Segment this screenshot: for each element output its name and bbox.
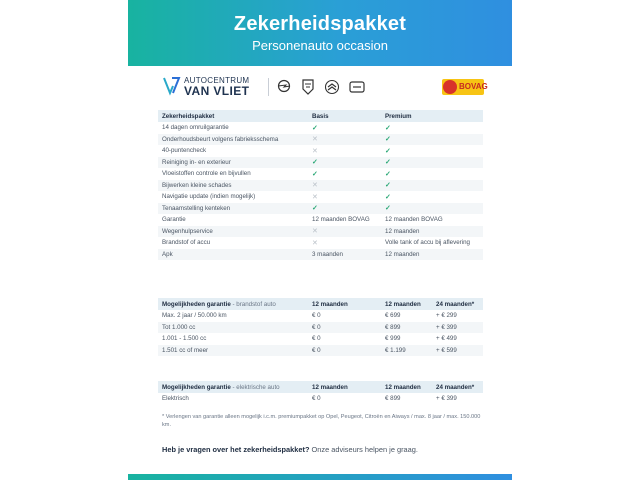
check-icon: ✓ <box>312 159 318 167</box>
basis-cell <box>308 203 381 215</box>
electric-warranty-table <box>158 381 483 405</box>
table-row <box>158 191 483 203</box>
fuel-header-col1: 12 maanden <box>308 298 381 310</box>
price-cell: € 0 <box>308 322 381 334</box>
premium-cell <box>381 180 483 192</box>
header-banner <box>128 0 512 66</box>
bovag-badge <box>442 79 488 95</box>
cross-icon: ✕ <box>312 239 318 247</box>
price-cell: € 699 <box>385 312 401 320</box>
table-row <box>158 145 483 157</box>
row-label: 40-puntencheck <box>162 147 207 155</box>
basis-cell <box>308 145 381 157</box>
table-row <box>158 333 483 345</box>
row-label: 1.001 - 1.500 cc <box>162 335 207 343</box>
premium-cell <box>381 203 483 215</box>
basis-cell: 12 maanden BOVAG <box>312 216 370 224</box>
row-label: Onderhoudsbeurt volgens fabrieksschema <box>158 134 308 146</box>
cross-icon: ✕ <box>312 228 318 236</box>
basis-cell <box>308 157 381 169</box>
check-icon: ✓ <box>385 205 391 213</box>
check-icon: ✓ <box>385 159 391 167</box>
table-row <box>158 322 483 334</box>
cross-icon: ✕ <box>312 147 318 155</box>
row-label: Elektrisch <box>162 395 189 403</box>
electric-header-main: Mogelijkheden garantie <box>162 383 231 391</box>
package-header-label: Zekerheidspakket <box>158 110 308 122</box>
bottom-accent-bar <box>128 474 512 480</box>
contact-question <box>162 445 418 454</box>
premium-cell <box>381 157 483 169</box>
fuel-warranty-table <box>158 298 483 356</box>
row-label: Apk <box>158 249 308 261</box>
footnote: * Verlengen van garantie alleen mogelijk i.c.m. premiumpakket op Opel, Peugeot, Citroën en Aiways / max. 8 jaar / max. 150.000 km. <box>162 414 481 428</box>
brand-row <box>160 72 488 102</box>
check-icon: ✓ <box>385 147 391 155</box>
row-label: Tenaamstelling kenteken <box>158 203 308 215</box>
electric-header-col1: 12 maanden <box>308 381 381 393</box>
row-label: Navigatie update (indien mogelijk) <box>162 193 256 201</box>
premium-cell <box>381 191 483 203</box>
fuel-header-note: - brandstof auto <box>230 300 276 308</box>
row-label: 1.501 cc of meer <box>158 345 308 357</box>
table-row <box>158 168 483 180</box>
package-header-basis: Basis <box>308 110 381 122</box>
table-row <box>158 345 483 357</box>
price-cell: € 999 <box>385 335 401 343</box>
check-icon: ✓ <box>385 182 391 190</box>
electric-header-col3: 24 maanden* <box>432 381 483 393</box>
question-bold: Heb je vragen over het zekerheidspakket? <box>162 445 310 454</box>
row-label: Tot 1.000 cc <box>158 322 308 334</box>
table-row <box>158 226 483 238</box>
table-row <box>158 134 483 146</box>
bovag-label: BOVAG <box>459 82 488 91</box>
table-row <box>158 157 483 169</box>
basis-cell <box>308 122 381 134</box>
logo-line2: VAN VLIET <box>184 84 250 98</box>
question-rest: Onze adviseurs helpen je graag. <box>309 445 418 454</box>
price-cell: € 899 <box>385 395 401 403</box>
electric-header-title <box>158 381 308 393</box>
opel-icon <box>276 79 292 95</box>
check-icon: ✓ <box>312 124 318 132</box>
basis-cell <box>308 226 381 238</box>
package-header-premium: Premium <box>381 110 483 122</box>
premium-cell: Volle tank of accu bij aflevering <box>385 239 470 247</box>
check-icon: ✓ <box>385 193 391 201</box>
check-icon: ✓ <box>385 170 391 178</box>
price-cell: € 899 <box>381 322 432 334</box>
row-label: Wegenhulpservice <box>158 226 308 238</box>
row-label: Brandstof of accu <box>162 239 211 247</box>
price-cell: + € 299 <box>436 312 457 320</box>
check-icon: ✓ <box>385 124 391 132</box>
table-row <box>158 310 483 322</box>
premium-cell: 12 maanden <box>381 249 483 261</box>
cross-icon: ✕ <box>312 193 318 201</box>
fuel-header-title <box>158 298 308 310</box>
table-row <box>158 203 483 215</box>
premium-cell <box>381 122 483 134</box>
price-cell: + € 499 <box>436 335 457 343</box>
row-label: Garantie <box>162 216 186 224</box>
fuel-header-col3: 24 maanden* <box>432 298 483 310</box>
table-row <box>158 393 483 405</box>
van-vliet-logo-icon <box>163 76 181 96</box>
row-label: Max. 2 jaar / 50.000 km <box>162 312 227 320</box>
premium-cell: 12 maanden BOVAG <box>385 216 443 224</box>
premium-cell <box>381 134 483 146</box>
premium-cell <box>381 168 483 180</box>
price-cell: € 0 <box>312 312 321 320</box>
brand-divider <box>268 78 269 96</box>
aiways-icon <box>348 79 366 95</box>
fuel-header-col2: 12 maanden <box>381 298 432 310</box>
basis-cell <box>308 191 381 203</box>
logo-line1: AUTOCENTRUM <box>184 76 250 85</box>
premium-cell: 12 maanden <box>381 226 483 238</box>
basis-cell <box>308 180 381 192</box>
package-table <box>158 110 483 260</box>
price-cell: € 1.199 <box>381 345 432 357</box>
peugeot-icon <box>300 79 316 95</box>
row-label: Reiniging in- en exterieur <box>158 157 308 169</box>
citroen-icon <box>324 79 340 95</box>
electric-header-col2: 12 maanden <box>381 381 432 393</box>
basis-cell <box>308 237 381 249</box>
row-label: Bijwerken kleine schades <box>158 180 308 192</box>
bovag-circle-icon <box>443 80 457 94</box>
basis-cell <box>308 168 381 180</box>
electric-header-note: - elektrische auto <box>230 383 280 391</box>
row-label: Vloeistoffen controle en bijvullen <box>162 170 251 178</box>
premium-cell <box>381 145 483 157</box>
cross-icon: ✕ <box>312 136 318 144</box>
cross-icon: ✕ <box>312 182 318 190</box>
price-cell: € 0 <box>312 395 321 403</box>
basis-cell: 3 maanden <box>308 249 381 261</box>
price-cell: € 0 <box>312 335 321 343</box>
table-row <box>158 122 483 134</box>
row-label: 14 dagen omruilgarantie <box>162 124 229 132</box>
price-cell: + € 399 <box>436 395 457 403</box>
check-icon: ✓ <box>385 136 391 144</box>
page-title: Zekerheidspakket <box>233 13 407 35</box>
price-cell: + € 599 <box>432 345 483 357</box>
dealer-logo-text <box>184 76 249 96</box>
table-row <box>158 180 483 192</box>
page-subtitle: Personenauto occasion <box>252 38 388 53</box>
check-icon: ✓ <box>312 170 318 178</box>
fuel-header-main: Mogelijkheden garantie <box>162 300 231 308</box>
price-cell: + € 399 <box>432 322 483 334</box>
table-row <box>158 214 483 226</box>
table-row <box>158 249 483 261</box>
basis-cell <box>308 134 381 146</box>
price-cell: € 0 <box>308 345 381 357</box>
table-row <box>158 237 483 249</box>
check-icon: ✓ <box>312 205 318 213</box>
